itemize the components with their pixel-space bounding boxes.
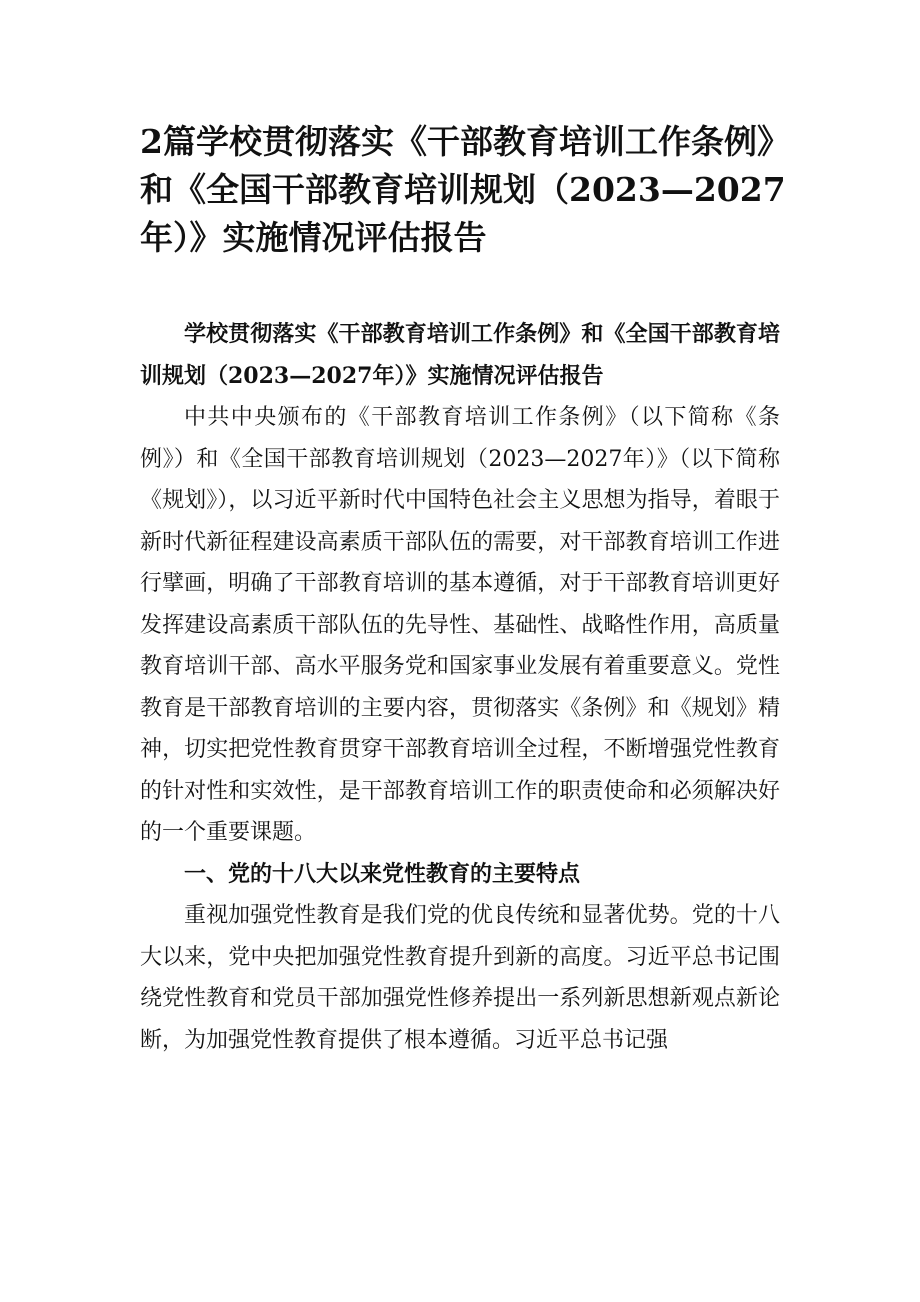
intro-paragraph: 中共中央颁布的《干部教育培训工作条例》（以下简称《条例》）和《全国干部教育培训规划（2023—2027年）》（以下简称《规划》），以习近平新时代中国特色社会主义思想为指导，着眼于新时代新征程建设高素质干部队伍的需要，对干部教育培训工作进行擘画，明确了干部教育培训的基本遵循，对于干部教育培训更好发挥建设高素质干部队伍的先导性、基础性、战略性作用，高质量教育培训干部、高水平服务党和国家事业发展有着重要意义。党性教育是干部教育培训的主要内容，贯彻落实《条例》和《规划》精神，切实把党性教育贯穿干部教育培训全过程，不断增强党性教育的针对性和实效性，是干部教育培训工作的职责使命和必须解决好的一个重要课题。: [140, 405, 780, 845]
document-body: [140, 314, 780, 1061]
title-line-2: 和《全国干部教育培训规划（2023—2027: [140, 170, 786, 209]
title-line-1: 2篇学校贯彻落实《干部教育培训工作条例》: [140, 122, 790, 161]
section-heading: 一、党的十八大以来党性教育的主要特点: [184, 860, 581, 887]
section-paragraph: 重视加强党性教育是我们党的优良传统和显著优势。党的十八大以来，党中央把加强党性教育提升到新的高度。习近平总书记围绕党性教育和党员干部加强党性修养提出一系列新思想新观点新论断，为加强党性教育提供了根本遵循。习近平总书记强: [140, 903, 780, 1053]
report-subtitle: 学校贯彻落实《干部教育培训工作条例》和《全国干部教育培训规划（2023—2027年）》实施情况评估报告: [140, 321, 780, 389]
title-line-3: 年）》实施情况评估报告: [140, 218, 487, 257]
document-title: [140, 118, 800, 262]
